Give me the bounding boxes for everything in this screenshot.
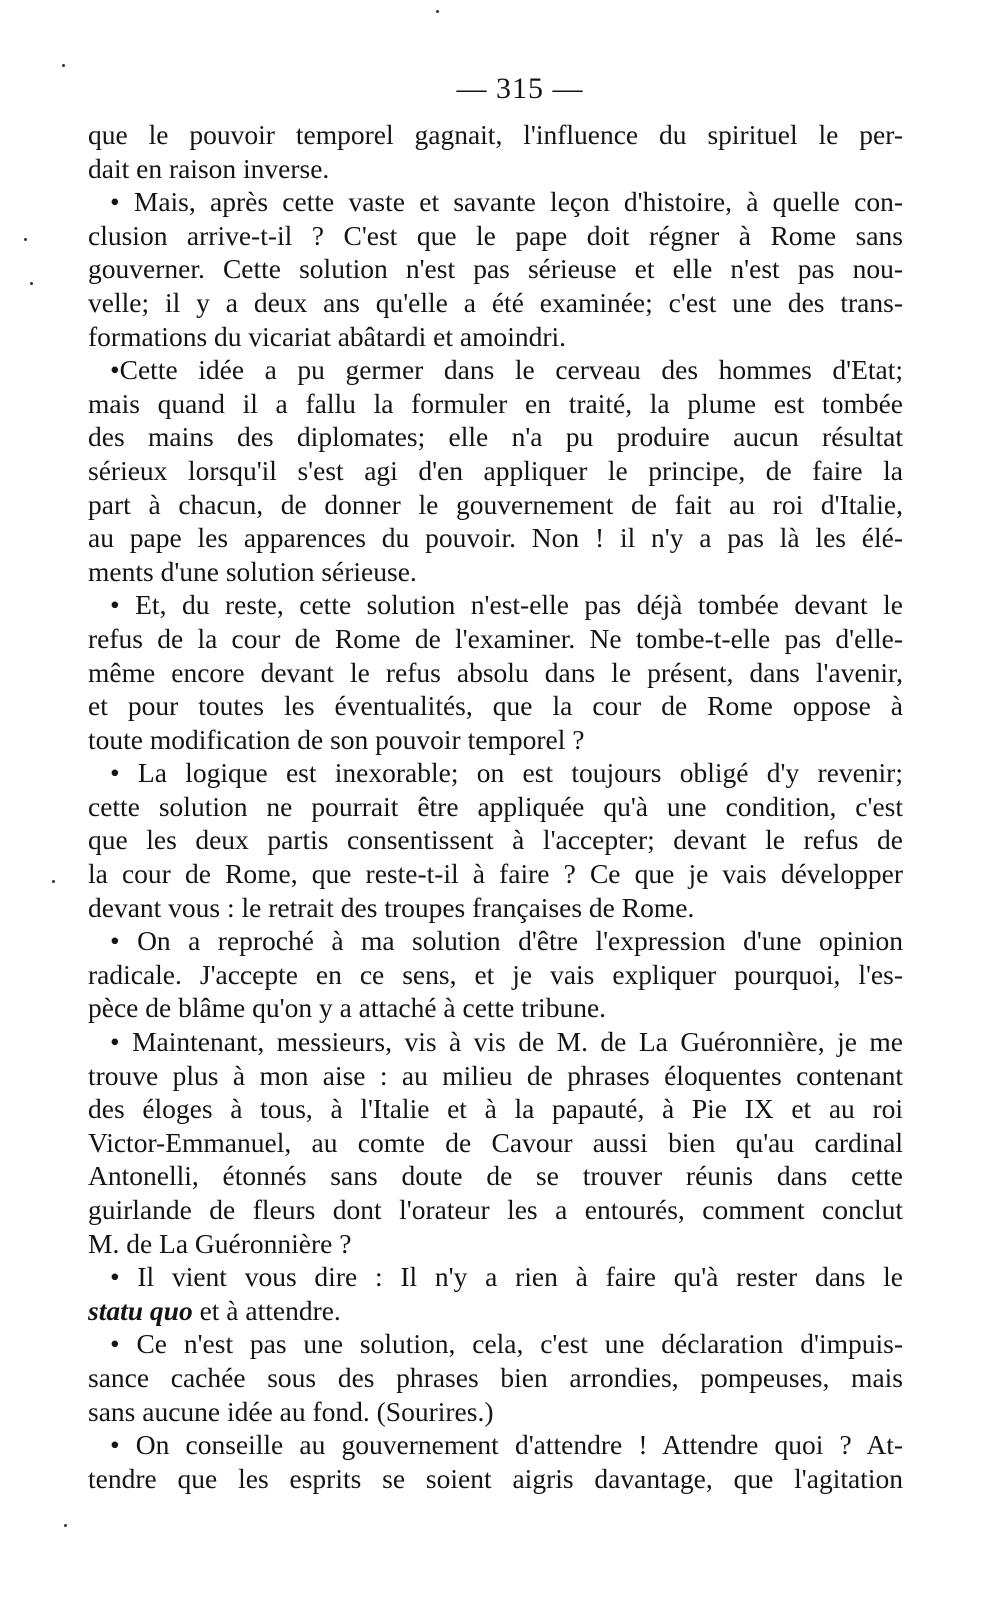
scan-speck [52, 880, 55, 883]
text-line: et pour toutes les éventualités, que la cour de Rome oppose à [88, 690, 903, 722]
text-line: gouverner. Cette solution n'est pas sérieuse et elle n'est pas nou- [88, 253, 903, 285]
text-line: sans aucune idée au fond. (Sourires.) [88, 1395, 494, 1427]
body-text [88, 118, 903, 1495]
text-line: des mains des diplomates; elle n'a pu produire aucun résultat [88, 421, 903, 453]
text-line [88, 1294, 903, 1328]
text-line: des éloges à tous, à l'Italie et à la papauté, à Pie IX et au roi [88, 1093, 903, 1125]
text-line: • Il vient vous dire : Il n'y a rien à faire qu'à rester dans le [110, 1261, 903, 1293]
text-line: guirlande de fleurs dont l'orateur les a entourés, comment conclut [88, 1194, 903, 1225]
text-line: trouve plus à mon aise : au milieu de phrases éloquentes contenant [88, 1059, 903, 1091]
scan-speck [30, 282, 33, 285]
text-line: Antonelli, étonnés sans doute de se trouver réunis dans cette [88, 1160, 903, 1192]
text-line: refus de la cour de Rome de l'examiner. Ne tombe-t-elle pas d'elle- [88, 622, 903, 654]
text-line: dait en raison inverse. [88, 152, 330, 184]
text-line: clusion arrive-t-il ? C'est que le pape doit régner à Rome sans [88, 219, 903, 251]
text-line: • La logique est inexorable; on est toujours obligé d'y revenir; [110, 757, 903, 789]
text-line: que le pouvoir temporel gagnait, l'influence du spirituel le per- [88, 119, 903, 150]
text-line: formations du vicariat abâtardi et amoindri. [88, 320, 567, 352]
text-line: radicale. J'accepte en ce sens, et je vais expliquer pourquoi, l'es- [88, 958, 903, 990]
text-line: •Cette idée a pu germer dans le cerveau des hommes d'Etat; [110, 354, 903, 386]
text-line: sance cachée sous des phrases bien arrondies, pompeuses, mais [88, 1361, 903, 1393]
text-line: tendre que les esprits se soient aigris davantage, que l'agitation [88, 1462, 903, 1494]
text-line: • Mais, après cette vaste et savante leçon d'histoire, à quelle con- [110, 186, 903, 218]
text-line: part à chacun, de donner le gouvernement de fait au roi d'Italie, [88, 488, 903, 520]
scan-speck [24, 238, 27, 241]
text-line: • On a reproché à ma solution d'être l'expression d'une opinion [110, 925, 903, 957]
text-line: ments d'une solution sérieuse. [88, 555, 417, 587]
text-line: sérieux lorsqu'il s'est agi d'en appliquer le principe, de faire la [88, 454, 903, 486]
scan-speck [64, 1524, 67, 1527]
text-line: même encore devant le refus absolu dans le présent, dans l'avenir, [88, 656, 903, 688]
text-line: • Ce n'est pas une solution, cela, c'est une déclaration d'impuis- [110, 1328, 903, 1360]
text-line: Victor-Emmanuel, au comte de Cavour aussi bien qu'au cardinal [88, 1126, 903, 1158]
italic-phrase: statu quo [88, 1294, 193, 1326]
page-number: — 315 — [456, 72, 584, 105]
scan-speck [62, 64, 65, 67]
text-line: cette solution ne pourrait être appliquée qu'à une condition, c'est [88, 790, 903, 822]
text-line: • Et, du reste, cette solution n'est-elle pas déjà tombée devant le [110, 589, 903, 621]
text-line: devant vous : le retrait des troupes françaises de Rome. [88, 891, 695, 923]
scan-speck [436, 10, 439, 13]
text-line: velle; il y a deux ans qu'elle a été examinée; c'est une des trans- [88, 286, 903, 318]
text-line: • Maintenant, messieurs, vis à vis de M. de La Guéronnière, je me [110, 1026, 903, 1058]
text-line: que les deux partis consentissent à l'accepter; devant le refus de [88, 824, 903, 856]
text-line: pèce de blâme qu'on y a attaché à cette tribune. [88, 992, 607, 1024]
text-line: toute modification de son pouvoir temporel ? [88, 723, 585, 755]
text-line: mais quand il a fallu la formuler en traité, la plume est tombée [88, 387, 903, 419]
text-line: M. de La Guéronnière ? [88, 1227, 352, 1259]
text-line: la cour de Rome, que reste-t-il à faire ? Ce que je vais développer [88, 858, 903, 890]
text-line: • On conseille au gouvernement d'attendre ! Attendre quoi ? At- [110, 1429, 903, 1461]
text-line: au pape les apparences du pouvoir. Non ! il n'y a pas là les élé- [88, 522, 903, 554]
text-line-segment: et à attendre. [192, 1294, 341, 1326]
